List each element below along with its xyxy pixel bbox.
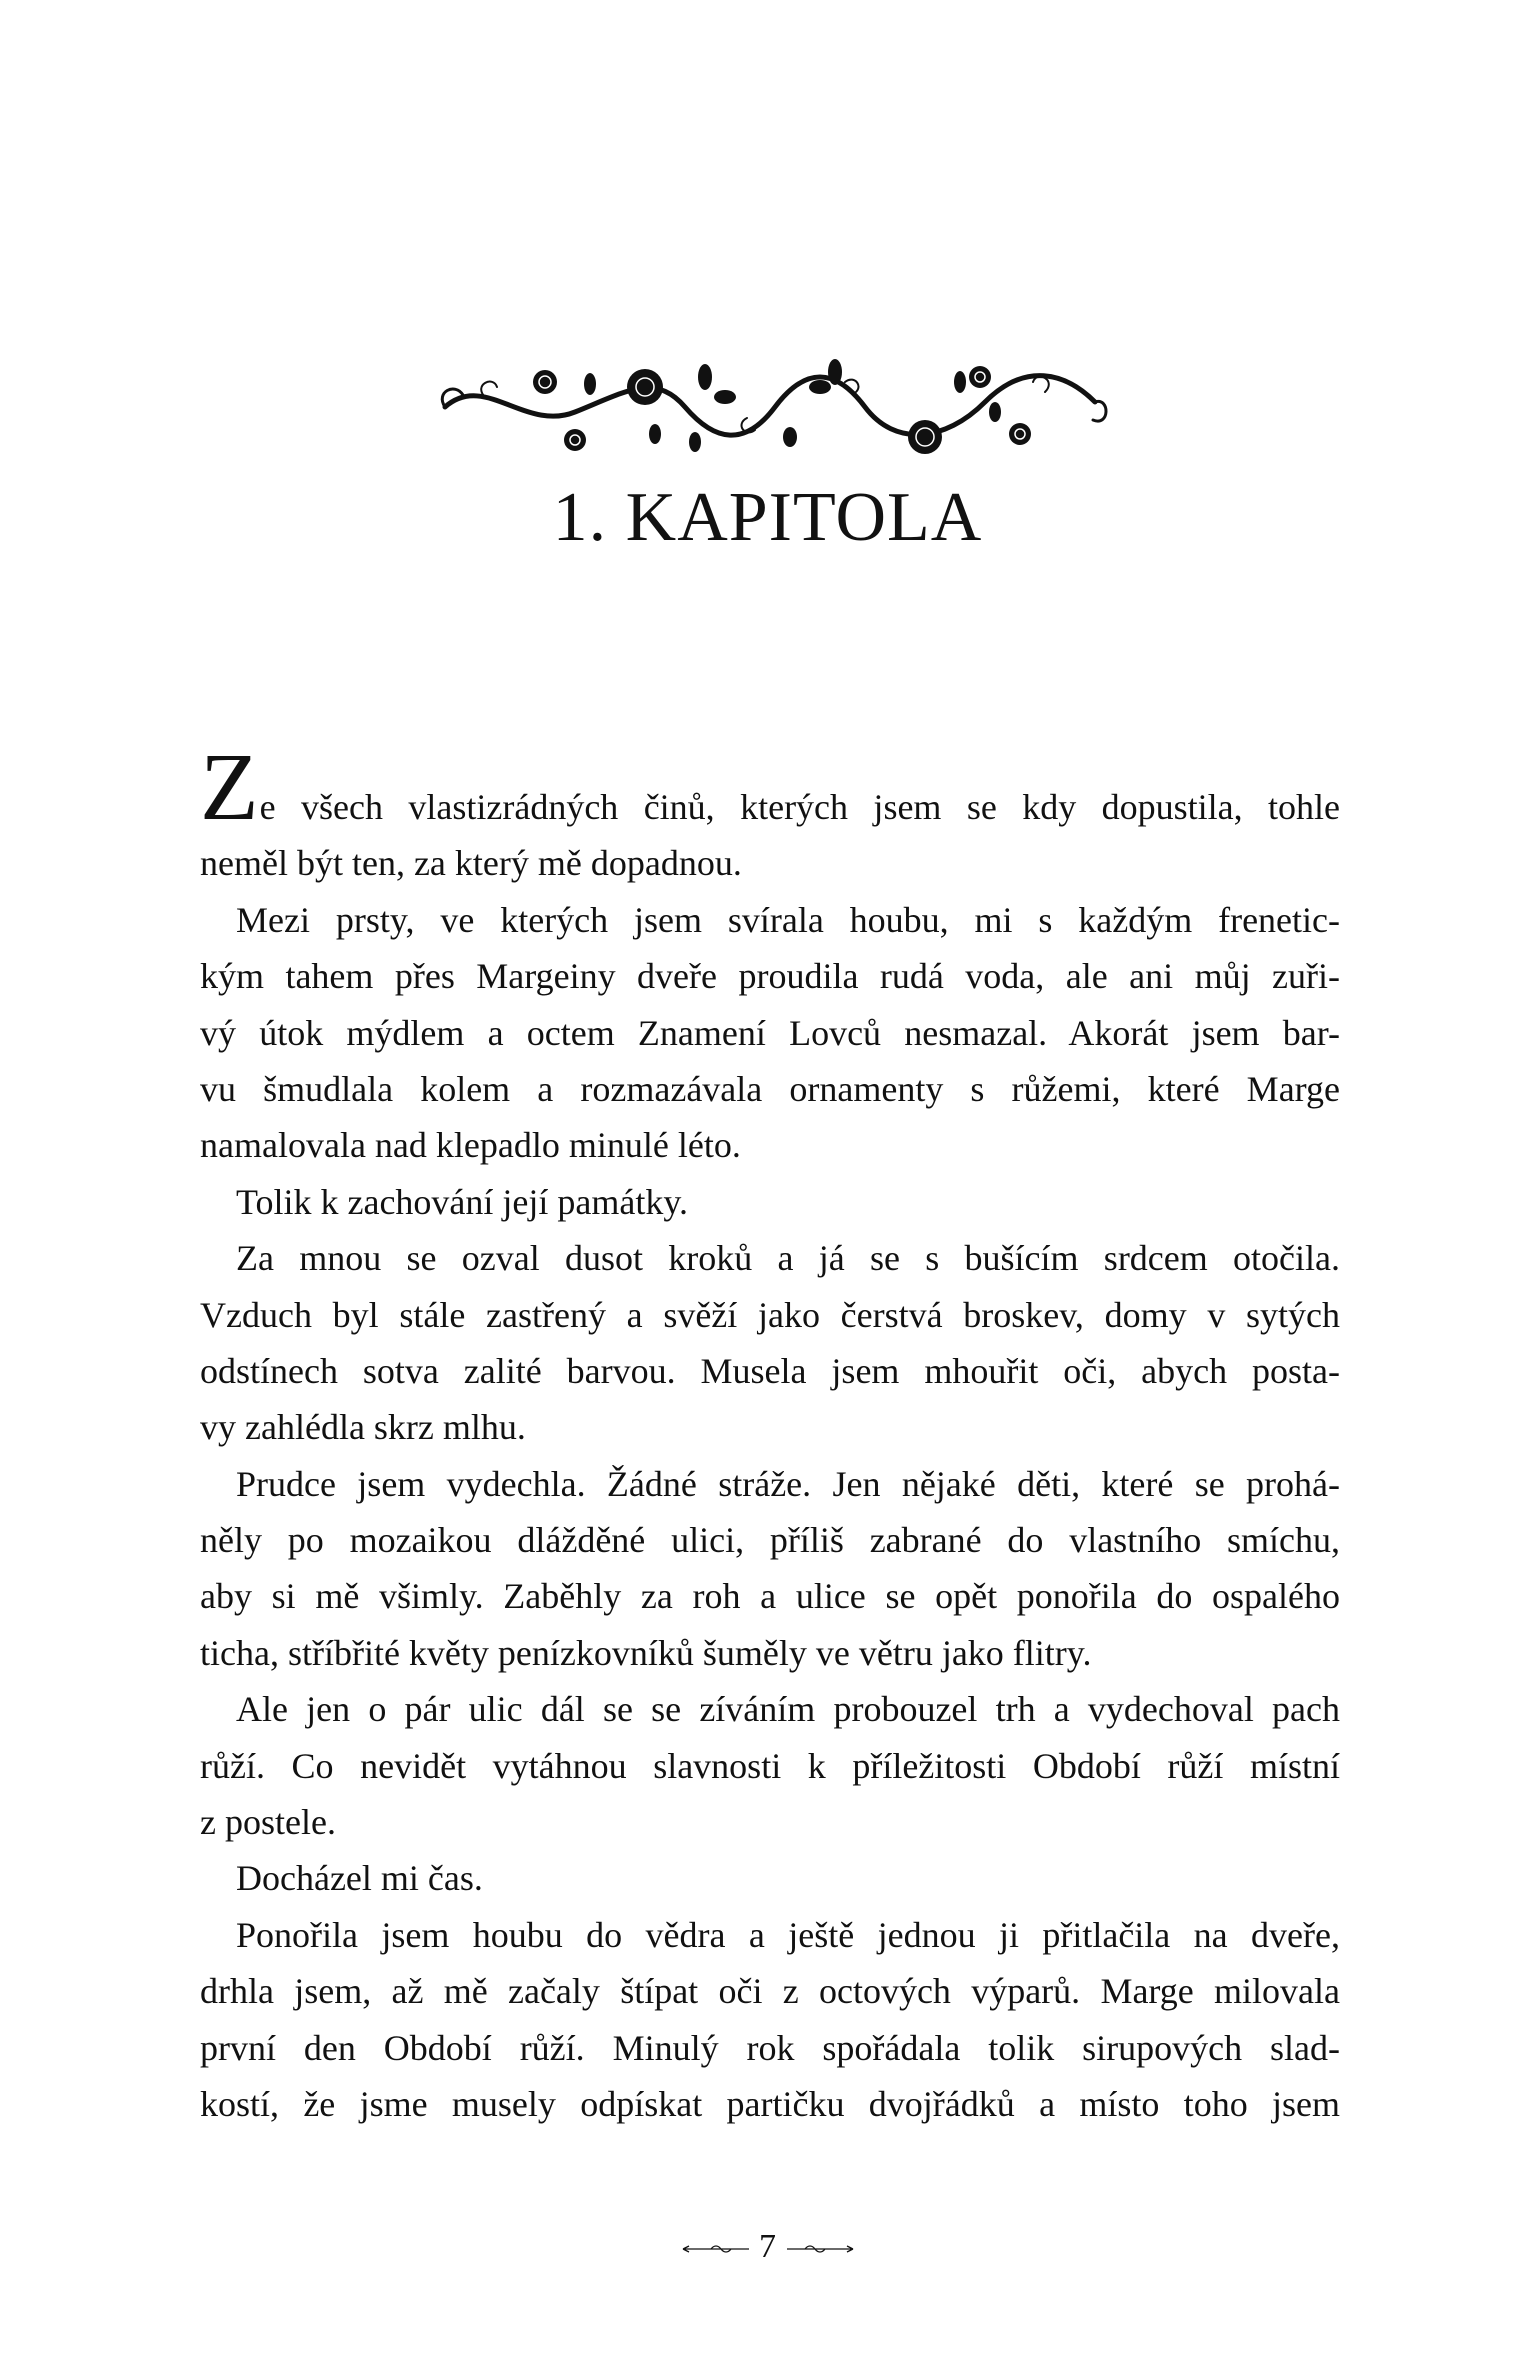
- text-line: odstínech sotva zalité barvou. Musela jsem mhouřit oči, abych posta-: [200, 1350, 1340, 1391]
- text-line: Ze všech vlastizrádných činů, kterých jsem se kdy dopustila, tohle: [200, 733, 1340, 840]
- chapter-title: 1. KAPITOLA: [552, 479, 983, 556]
- drop-cap: Z: [200, 733, 259, 840]
- text-line: Ale jen o pár ulic dál se se zíváním probouzel trh a vydechoval pach: [236, 1689, 1340, 1730]
- text-line: vy zahlédla skrz mlhu.: [200, 1407, 526, 1448]
- text-line: ticha, stříbřité květy penízkovníků šuměly ve větru jako flitry.: [200, 1632, 1092, 1673]
- text-line: kým tahem přes Margeiny dveře proudila rudá voda, ale ani můj zuři-: [200, 956, 1340, 997]
- text-line: kostí, že jsme musely odpískat partičku dvojřádků a místo toho jsem: [200, 2083, 1340, 2124]
- text-line: drhla jsem, až mě začaly štípat oči z octových výparů. Marge milovala: [200, 1971, 1340, 2012]
- page-number: 7: [759, 2228, 776, 2265]
- text-line: něly po mozaikou dlážděné ulici, příliš zabrané do vlastního smíchu,: [200, 1520, 1340, 1561]
- text-line: Tolik k zachování její památky.: [236, 1181, 689, 1222]
- text-line: Prudce jsem vydechla. Žádné stráže. Jen nějaké děti, které se prohá-: [236, 1463, 1340, 1504]
- text-line: Za mnou se ozval dusot kroků a já se s bušícím srdcem otočila.: [236, 1238, 1340, 1279]
- text-line: Vzduch byl stále zastřený a svěží jako čerstvá broskev, domy v sytých: [200, 1294, 1340, 1335]
- text-line: Mezi prsty, ve kterých jsem svírala houbu, mi s každým frenetic-: [236, 899, 1340, 940]
- rose-vine-ornament-icon: [425, 352, 1115, 457]
- text-line: Ponořila jsem houbu do vědra a ještě jednou ji přitlačila na dveře,: [236, 1914, 1340, 1955]
- page-folio: [0, 2222, 1535, 2272]
- folio-flourish-left-icon: [681, 2244, 751, 2254]
- text-line: Docházel mi čas.: [236, 1858, 483, 1899]
- text-line: růží. Co nevidět vytáhnou slavnosti k příležitosti Období růží místní: [200, 1745, 1340, 1786]
- text-line: namalovala nad klepadlo minulé léto.: [200, 1125, 741, 1166]
- folio-flourish-right-icon: [785, 2244, 855, 2254]
- text-line: aby si mě všimly. Zaběhly za roh a ulice se opět ponořila do ospalého: [200, 1576, 1340, 1617]
- text-line: vý útok mýdlem a octem Znamení Lovců nesmazal. Akorát jsem bar-: [200, 1012, 1340, 1053]
- text-line: první den Období růží. Minulý rok spořádala tolik sirupových slad-: [200, 2027, 1340, 2068]
- text-line: vu šmudlala kolem a rozmazávala ornamenty s růžemi, které Marge: [200, 1068, 1340, 1109]
- text-line: z postele.: [200, 1802, 336, 1843]
- text-line: neměl být ten, za který mě dopadnou.: [200, 843, 742, 884]
- body-text: [200, 733, 1340, 2132]
